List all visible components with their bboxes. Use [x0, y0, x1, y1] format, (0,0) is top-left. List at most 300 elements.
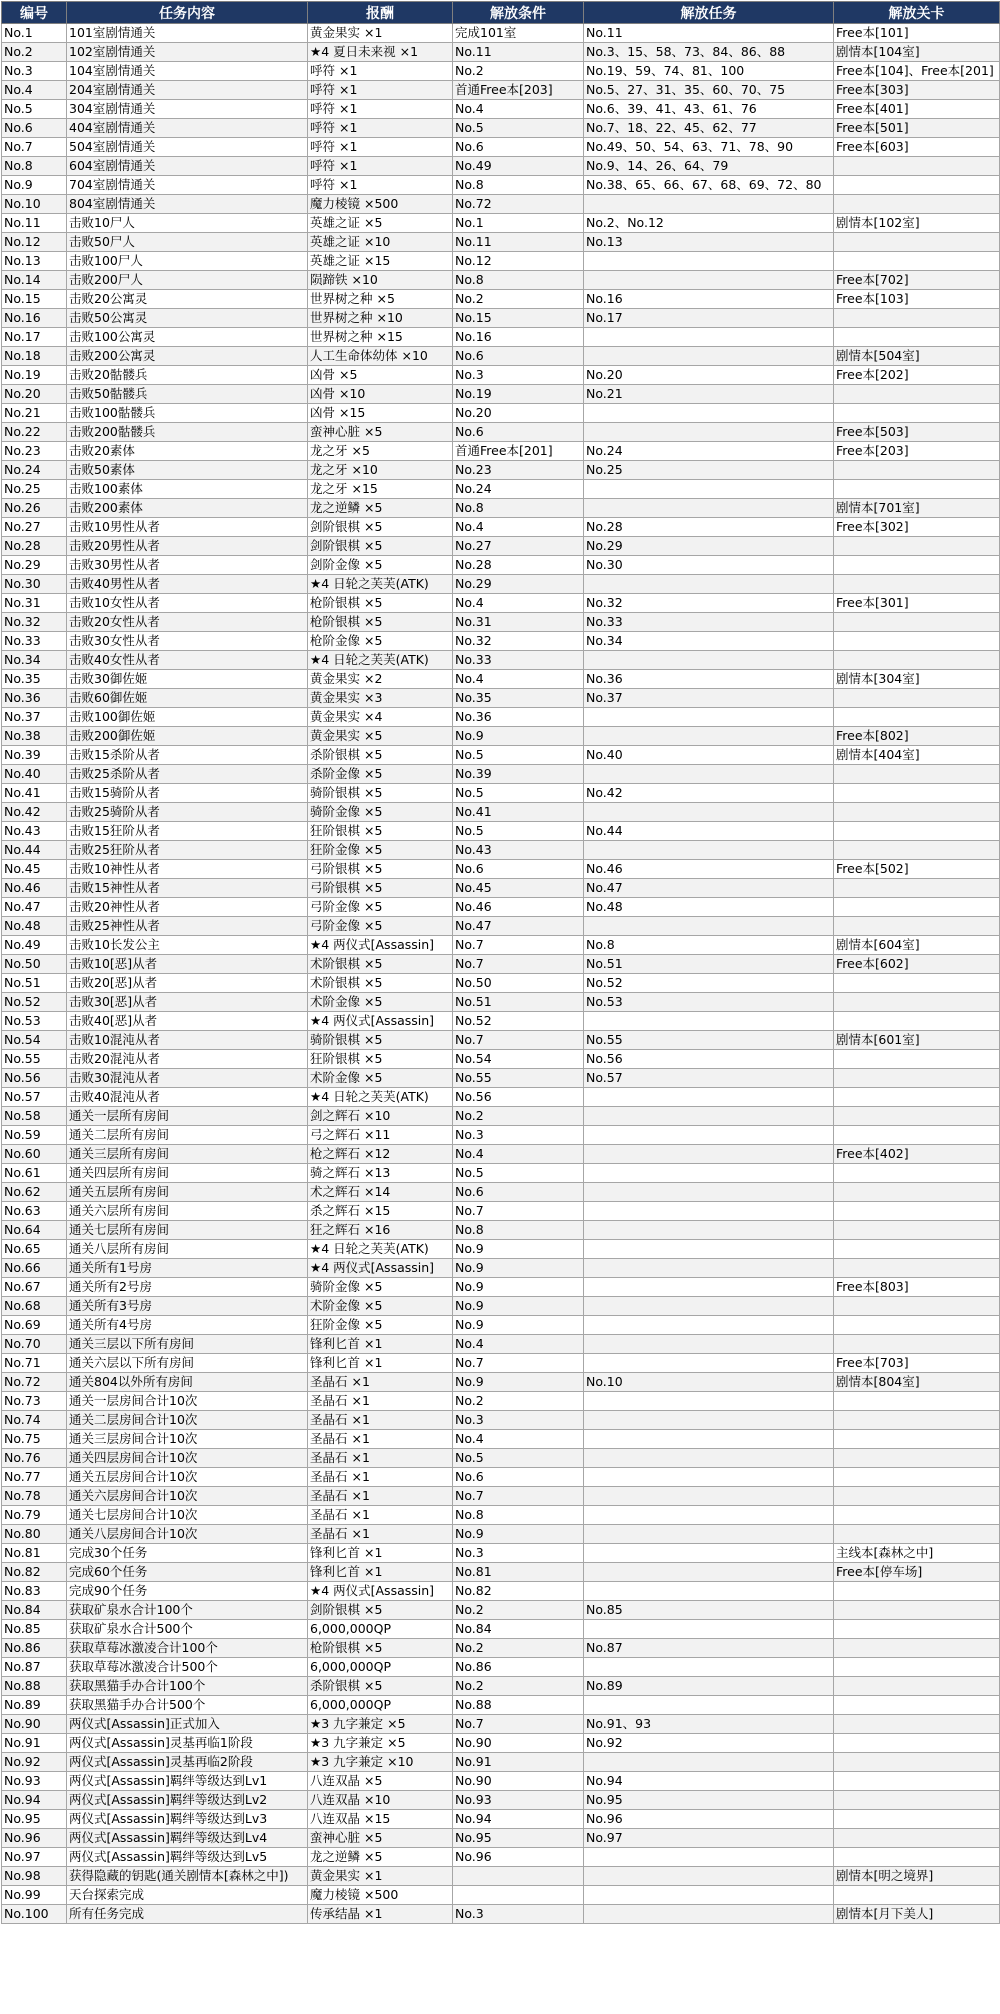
cell-unlock-condition: No.11 — [453, 43, 584, 62]
cell-unlock-condition: No.55 — [453, 1069, 584, 1088]
cell-unlock-condition: No.24 — [453, 480, 584, 499]
cell-unlock-condition: No.7 — [453, 955, 584, 974]
cell-unlock-stages — [834, 632, 1000, 651]
cell-unlock-condition: No.2 — [453, 1601, 584, 1620]
cell-id: No.95 — [2, 1810, 67, 1829]
cell-unlock-condition: No.95 — [453, 1829, 584, 1848]
cell-id: No.48 — [2, 917, 67, 936]
cell-unlock-missions — [584, 1240, 834, 1259]
table-row — [2, 1240, 1000, 1259]
cell-mission-content: 击败15神性从者 — [67, 879, 308, 898]
cell-unlock-missions — [584, 1202, 834, 1221]
table-row — [2, 100, 1000, 119]
cell-reward: 英雄之证 ×5 — [308, 214, 453, 233]
cell-mission-content: 通关所有4号房 — [67, 1316, 308, 1335]
cell-unlock-stages: 剧情本[504室] — [834, 347, 1000, 366]
cell-reward: 杀阶金像 ×5 — [308, 765, 453, 784]
cell-unlock-condition: No.81 — [453, 1563, 584, 1582]
cell-mission-content: 击败15杀阶从者 — [67, 746, 308, 765]
cell-mission-content: 击败100公寓灵 — [67, 328, 308, 347]
cell-unlock-stages: 剧情本[804室] — [834, 1373, 1000, 1392]
cell-id: No.32 — [2, 613, 67, 632]
cell-reward: ★3 九字兼定 ×5 — [308, 1734, 453, 1753]
cell-reward: 世界树之种 ×15 — [308, 328, 453, 347]
cell-unlock-stages: 剧情本[601室] — [834, 1031, 1000, 1050]
cell-unlock-condition: No.33 — [453, 651, 584, 670]
cell-mission-content: 击败40男性从者 — [67, 575, 308, 594]
cell-unlock-missions: No.49、50、54、63、71、78、90 — [584, 138, 834, 157]
cell-unlock-stages: Free本[103] — [834, 290, 1000, 309]
table-row — [2, 157, 1000, 176]
cell-unlock-stages — [834, 1525, 1000, 1544]
cell-id: No.57 — [2, 1088, 67, 1107]
cell-unlock-stages: Free本[702] — [834, 271, 1000, 290]
cell-unlock-missions: No.36 — [584, 670, 834, 689]
table-row — [2, 328, 1000, 347]
cell-reward: 呼符 ×1 — [308, 176, 453, 195]
cell-id: No.100 — [2, 1905, 67, 1924]
cell-mission-content: 击败200公寓灵 — [67, 347, 308, 366]
cell-unlock-missions — [584, 1354, 834, 1373]
cell-mission-content: 604室剧情通关 — [67, 157, 308, 176]
table-row — [2, 480, 1000, 499]
cell-unlock-condition: No.3 — [453, 1126, 584, 1145]
cell-mission-content: 击败20男性从者 — [67, 537, 308, 556]
cell-unlock-condition: No.3 — [453, 1544, 584, 1563]
cell-mission-content: 击败30[恶]从者 — [67, 993, 308, 1012]
cell-id: No.43 — [2, 822, 67, 841]
cell-unlock-stages — [834, 993, 1000, 1012]
cell-unlock-condition: No.1 — [453, 214, 584, 233]
cell-unlock-missions: No.9、14、26、64、79 — [584, 157, 834, 176]
cell-reward: 枪之辉石 ×12 — [308, 1145, 453, 1164]
cell-unlock-condition: No.8 — [453, 1221, 584, 1240]
cell-mission-content: 击败20素体 — [67, 442, 308, 461]
cell-unlock-condition: No.50 — [453, 974, 584, 993]
cell-unlock-missions — [584, 1259, 834, 1278]
cell-mission-content: 通关804以外所有房间 — [67, 1373, 308, 1392]
cell-mission-content: 击败30女性从者 — [67, 632, 308, 651]
cell-mission-content: 102室剧情通关 — [67, 43, 308, 62]
cell-id: No.26 — [2, 499, 67, 518]
cell-unlock-stages — [834, 1012, 1000, 1031]
cell-unlock-condition: No.39 — [453, 765, 584, 784]
cell-unlock-stages: 剧情本[明之境界] — [834, 1867, 1000, 1886]
cell-unlock-missions — [584, 765, 834, 784]
cell-reward: 枪阶银棋 ×5 — [308, 613, 453, 632]
cell-reward: 黄金果实 ×4 — [308, 708, 453, 727]
cell-unlock-missions: No.47 — [584, 879, 834, 898]
cell-reward: 世界树之种 ×10 — [308, 309, 453, 328]
cell-mission-content: 通关六层房间合计10次 — [67, 1487, 308, 1506]
cell-unlock-stages — [834, 1335, 1000, 1354]
header-unlock-stages: 解放关卡 — [834, 2, 1000, 24]
table-row — [2, 1772, 1000, 1791]
cell-unlock-stages — [834, 309, 1000, 328]
cell-unlock-condition: No.32 — [453, 632, 584, 651]
cell-mission-content: 击败30混沌从者 — [67, 1069, 308, 1088]
cell-reward: 呼符 ×1 — [308, 62, 453, 81]
cell-unlock-missions — [584, 1449, 834, 1468]
cell-mission-content: 击败100尸人 — [67, 252, 308, 271]
cell-reward: 骑之辉石 ×13 — [308, 1164, 453, 1183]
cell-reward: 龙之牙 ×15 — [308, 480, 453, 499]
cell-reward: 魔力棱镜 ×500 — [308, 195, 453, 214]
cell-mission-content: 击败10男性从者 — [67, 518, 308, 537]
cell-unlock-missions: No.51 — [584, 955, 834, 974]
cell-unlock-missions: No.33 — [584, 613, 834, 632]
cell-reward: 圣晶石 ×1 — [308, 1392, 453, 1411]
cell-unlock-stages: Free本[803] — [834, 1278, 1000, 1297]
cell-mission-content: 击败25杀阶从者 — [67, 765, 308, 784]
cell-id: No.84 — [2, 1601, 67, 1620]
cell-unlock-stages — [834, 1734, 1000, 1753]
cell-unlock-missions — [584, 708, 834, 727]
cell-unlock-condition: No.27 — [453, 537, 584, 556]
cell-id: No.60 — [2, 1145, 67, 1164]
table-row — [2, 1867, 1000, 1886]
cell-mission-content: 击败25狂阶从者 — [67, 841, 308, 860]
cell-id: No.44 — [2, 841, 67, 860]
cell-id: No.77 — [2, 1468, 67, 1487]
cell-id: No.55 — [2, 1050, 67, 1069]
table-row — [2, 499, 1000, 518]
cell-unlock-missions — [584, 1582, 834, 1601]
cell-unlock-condition: No.6 — [453, 423, 584, 442]
cell-unlock-missions — [584, 841, 834, 860]
cell-reward: 剑之辉石 ×10 — [308, 1107, 453, 1126]
cell-id: No.93 — [2, 1772, 67, 1791]
cell-unlock-condition — [453, 1886, 584, 1905]
cell-unlock-condition: No.7 — [453, 1715, 584, 1734]
cell-unlock-stages — [834, 898, 1000, 917]
cell-unlock-condition: No.4 — [453, 670, 584, 689]
cell-unlock-stages — [834, 1658, 1000, 1677]
cell-unlock-stages — [834, 1791, 1000, 1810]
table-row — [2, 252, 1000, 271]
cell-reward: 锋利匕首 ×1 — [308, 1335, 453, 1354]
cell-mission-content: 击败40[恶]从者 — [67, 1012, 308, 1031]
cell-unlock-stages — [834, 404, 1000, 423]
cell-unlock-condition: No.9 — [453, 1240, 584, 1259]
cell-unlock-condition: No.96 — [453, 1848, 584, 1867]
cell-unlock-condition: No.19 — [453, 385, 584, 404]
cell-unlock-missions: No.52 — [584, 974, 834, 993]
cell-unlock-condition: 首通Free本[201] — [453, 442, 584, 461]
table-row — [2, 1069, 1000, 1088]
table-row — [2, 822, 1000, 841]
cell-unlock-stages — [834, 1848, 1000, 1867]
cell-reward: ★4 两仪式[Assassin] — [308, 936, 453, 955]
cell-unlock-stages — [834, 1829, 1000, 1848]
cell-reward: 狂阶金像 ×5 — [308, 1316, 453, 1335]
cell-id: No.76 — [2, 1449, 67, 1468]
cell-unlock-condition: No.8 — [453, 499, 584, 518]
header-id: 编号 — [2, 2, 67, 24]
table-row — [2, 1696, 1000, 1715]
table-row — [2, 613, 1000, 632]
cell-unlock-stages — [834, 1126, 1000, 1145]
cell-id: No.92 — [2, 1753, 67, 1772]
cell-unlock-missions — [584, 727, 834, 746]
cell-unlock-stages: Free本[502] — [834, 860, 1000, 879]
cell-reward: 剑阶银棋 ×5 — [308, 1601, 453, 1620]
cell-reward: 弓阶金像 ×5 — [308, 917, 453, 936]
cell-mission-content: 通关所有3号房 — [67, 1297, 308, 1316]
cell-unlock-missions: No.96 — [584, 1810, 834, 1829]
table-row — [2, 138, 1000, 157]
cell-mission-content: 通关六层以下所有房间 — [67, 1354, 308, 1373]
cell-unlock-missions: No.40 — [584, 746, 834, 765]
cell-unlock-condition: No.8 — [453, 271, 584, 290]
table-row — [2, 1259, 1000, 1278]
cell-reward: 狂阶银棋 ×5 — [308, 1050, 453, 1069]
cell-id: No.47 — [2, 898, 67, 917]
cell-unlock-condition: No.8 — [453, 176, 584, 195]
cell-id: No.35 — [2, 670, 67, 689]
cell-unlock-missions — [584, 1145, 834, 1164]
table-row — [2, 233, 1000, 252]
cell-id: No.18 — [2, 347, 67, 366]
cell-mission-content: 通关二层房间合计10次 — [67, 1411, 308, 1430]
cell-unlock-stages: Free本[503] — [834, 423, 1000, 442]
cell-unlock-stages — [834, 233, 1000, 252]
cell-id: No.83 — [2, 1582, 67, 1601]
cell-unlock-missions: No.95 — [584, 1791, 834, 1810]
cell-unlock-condition: No.9 — [453, 1278, 584, 1297]
cell-mission-content: 获取黑猫手办合计100个 — [67, 1677, 308, 1696]
cell-mission-content: 击败15狂阶从者 — [67, 822, 308, 841]
header-unlock-missions: 解放任务 — [584, 2, 834, 24]
cell-unlock-condition: No.7 — [453, 1031, 584, 1050]
cell-reward: 圣晶石 ×1 — [308, 1411, 453, 1430]
cell-mission-content: 击败60御佐姬 — [67, 689, 308, 708]
cell-id: No.19 — [2, 366, 67, 385]
cell-unlock-stages: Free本[303] — [834, 81, 1000, 100]
cell-unlock-condition: 完成101室 — [453, 24, 584, 43]
cell-unlock-condition: No.41 — [453, 803, 584, 822]
cell-unlock-condition: No.6 — [453, 138, 584, 157]
cell-unlock-missions — [584, 1696, 834, 1715]
table-row — [2, 1221, 1000, 1240]
cell-mission-content: 通关三层所有房间 — [67, 1145, 308, 1164]
table-row — [2, 1354, 1000, 1373]
cell-unlock-stages — [834, 1582, 1000, 1601]
cell-unlock-stages: Free本[802] — [834, 727, 1000, 746]
cell-mission-content: 获取矿泉水合计100个 — [67, 1601, 308, 1620]
cell-reward: 龙之牙 ×10 — [308, 461, 453, 480]
cell-unlock-condition: No.2 — [453, 1677, 584, 1696]
cell-unlock-condition: No.2 — [453, 62, 584, 81]
cell-unlock-stages: Free本[402] — [834, 1145, 1000, 1164]
table-row — [2, 1848, 1000, 1867]
cell-unlock-stages — [834, 708, 1000, 727]
cell-unlock-condition: No.7 — [453, 936, 584, 955]
cell-id: No.71 — [2, 1354, 67, 1373]
cell-unlock-missions: No.37 — [584, 689, 834, 708]
cell-unlock-missions — [584, 499, 834, 518]
cell-reward: 八连双晶 ×5 — [308, 1772, 453, 1791]
cell-reward: 6,000,000QP — [308, 1658, 453, 1677]
cell-id: No.68 — [2, 1297, 67, 1316]
cell-unlock-stages: Free本[101] — [834, 24, 1000, 43]
cell-mission-content: 击败30御佐姬 — [67, 670, 308, 689]
cell-unlock-condition: No.72 — [453, 195, 584, 214]
cell-id: No.75 — [2, 1430, 67, 1449]
cell-unlock-stages — [834, 537, 1000, 556]
cell-unlock-missions: No.6、39、41、43、61、76 — [584, 100, 834, 119]
table-row — [2, 594, 1000, 613]
cell-unlock-missions — [584, 1392, 834, 1411]
cell-unlock-stages — [834, 328, 1000, 347]
cell-reward: 黄金果实 ×1 — [308, 24, 453, 43]
cell-unlock-missions — [584, 1544, 834, 1563]
cell-id: No.58 — [2, 1107, 67, 1126]
cell-unlock-stages — [834, 1715, 1000, 1734]
cell-id: No.40 — [2, 765, 67, 784]
cell-unlock-missions — [584, 1905, 834, 1924]
cell-id: No.25 — [2, 480, 67, 499]
cell-reward: 术阶银棋 ×5 — [308, 955, 453, 974]
cell-unlock-stages — [834, 1411, 1000, 1430]
cell-unlock-stages — [834, 1772, 1000, 1791]
cell-unlock-stages — [834, 195, 1000, 214]
cell-unlock-stages — [834, 1696, 1000, 1715]
cell-unlock-stages — [834, 1753, 1000, 1772]
cell-unlock-stages — [834, 1221, 1000, 1240]
cell-unlock-condition: No.2 — [453, 290, 584, 309]
cell-unlock-stages — [834, 480, 1000, 499]
cell-unlock-missions — [584, 1525, 834, 1544]
cell-mission-content: 击败10混沌从者 — [67, 1031, 308, 1050]
cell-unlock-condition: No.5 — [453, 1164, 584, 1183]
cell-id: No.39 — [2, 746, 67, 765]
table-row — [2, 176, 1000, 195]
table-row — [2, 936, 1000, 955]
cell-unlock-stages: Free本[602] — [834, 955, 1000, 974]
cell-unlock-missions — [584, 917, 834, 936]
cell-reward: 魔力棱镜 ×500 — [308, 1886, 453, 1905]
cell-reward: 呼符 ×1 — [308, 100, 453, 119]
cell-unlock-condition: No.9 — [453, 1259, 584, 1278]
cell-mission-content: 击败50素体 — [67, 461, 308, 480]
cell-unlock-missions — [584, 1753, 834, 1772]
table-row — [2, 537, 1000, 556]
table-row — [2, 1658, 1000, 1677]
cell-unlock-missions: No.42 — [584, 784, 834, 803]
table-row — [2, 993, 1000, 1012]
cell-unlock-stages — [834, 803, 1000, 822]
cell-unlock-missions: No.57 — [584, 1069, 834, 1088]
cell-unlock-stages — [834, 651, 1000, 670]
cell-reward: 骑阶银棋 ×5 — [308, 784, 453, 803]
cell-unlock-condition: No.5 — [453, 1449, 584, 1468]
cell-id: No.8 — [2, 157, 67, 176]
cell-reward: ★3 九字兼定 ×10 — [308, 1753, 453, 1772]
cell-reward: 剑阶银棋 ×5 — [308, 537, 453, 556]
cell-mission-content: 获得隐藏的钥匙(通关剧情本[森林之中]) — [67, 1867, 308, 1886]
cell-unlock-missions — [584, 1316, 834, 1335]
cell-reward: 骑阶银棋 ×5 — [308, 1031, 453, 1050]
cell-unlock-missions — [584, 347, 834, 366]
cell-unlock-condition: No.86 — [453, 1658, 584, 1677]
cell-unlock-stages — [834, 1886, 1000, 1905]
cell-mission-content: 击败10长发公主 — [67, 936, 308, 955]
table-body — [2, 24, 1000, 1924]
cell-unlock-stages: 剧情本[604室] — [834, 936, 1000, 955]
cell-unlock-stages — [834, 1088, 1000, 1107]
cell-unlock-stages — [834, 1639, 1000, 1658]
cell-unlock-condition: No.5 — [453, 822, 584, 841]
cell-mission-content: 击败20[恶]从者 — [67, 974, 308, 993]
cell-id: No.89 — [2, 1696, 67, 1715]
cell-id: No.66 — [2, 1259, 67, 1278]
cell-unlock-stages: 剧情本[304室] — [834, 670, 1000, 689]
cell-id: No.78 — [2, 1487, 67, 1506]
cell-unlock-stages: Free本[202] — [834, 366, 1000, 385]
cell-reward: 凶骨 ×5 — [308, 366, 453, 385]
cell-id: No.10 — [2, 195, 67, 214]
cell-reward: 锋利匕首 ×1 — [308, 1544, 453, 1563]
cell-unlock-stages: Free本[703] — [834, 1354, 1000, 1373]
table-row — [2, 461, 1000, 480]
table-row — [2, 860, 1000, 879]
cell-mission-content: 击败100素体 — [67, 480, 308, 499]
cell-unlock-stages: Free本[603] — [834, 138, 1000, 157]
cell-unlock-condition: No.20 — [453, 404, 584, 423]
table-row — [2, 1563, 1000, 1582]
cell-id: No.79 — [2, 1506, 67, 1525]
cell-unlock-missions: No.20 — [584, 366, 834, 385]
cell-unlock-missions — [584, 1107, 834, 1126]
table-row — [2, 366, 1000, 385]
cell-id: No.9 — [2, 176, 67, 195]
cell-reward: 狂阶银棋 ×5 — [308, 822, 453, 841]
table-row — [2, 1183, 1000, 1202]
cell-unlock-condition: No.5 — [453, 746, 584, 765]
cell-unlock-stages — [834, 1164, 1000, 1183]
cell-id: No.33 — [2, 632, 67, 651]
cell-unlock-missions: No.91、93 — [584, 1715, 834, 1734]
table-row — [2, 1050, 1000, 1069]
cell-unlock-condition: No.31 — [453, 613, 584, 632]
cell-id: No.16 — [2, 309, 67, 328]
cell-id: No.1 — [2, 24, 67, 43]
table-row — [2, 765, 1000, 784]
cell-unlock-condition: No.28 — [453, 556, 584, 575]
cell-id: No.98 — [2, 1867, 67, 1886]
cell-id: No.82 — [2, 1563, 67, 1582]
cell-mission-content: 通关三层房间合计10次 — [67, 1430, 308, 1449]
cell-mission-content: 击败25骑阶从者 — [67, 803, 308, 822]
cell-reward: ★4 夏日未来视 ×1 — [308, 43, 453, 62]
cell-unlock-missions: No.38、65、66、67、68、69、72、80 — [584, 176, 834, 195]
cell-unlock-condition: No.23 — [453, 461, 584, 480]
table-row — [2, 1012, 1000, 1031]
cell-unlock-missions — [584, 252, 834, 271]
cell-mission-content: 击败20女性从者 — [67, 613, 308, 632]
table-row — [2, 1373, 1000, 1392]
cell-unlock-missions: No.97 — [584, 1829, 834, 1848]
cell-reward: 凶骨 ×15 — [308, 404, 453, 423]
cell-reward: 枪阶银棋 ×5 — [308, 594, 453, 613]
cell-unlock-condition: No.6 — [453, 1183, 584, 1202]
cell-mission-content: 304室剧情通关 — [67, 100, 308, 119]
cell-id: No.45 — [2, 860, 67, 879]
cell-unlock-condition: No.6 — [453, 1468, 584, 1487]
cell-unlock-missions — [584, 480, 834, 499]
table-row — [2, 385, 1000, 404]
